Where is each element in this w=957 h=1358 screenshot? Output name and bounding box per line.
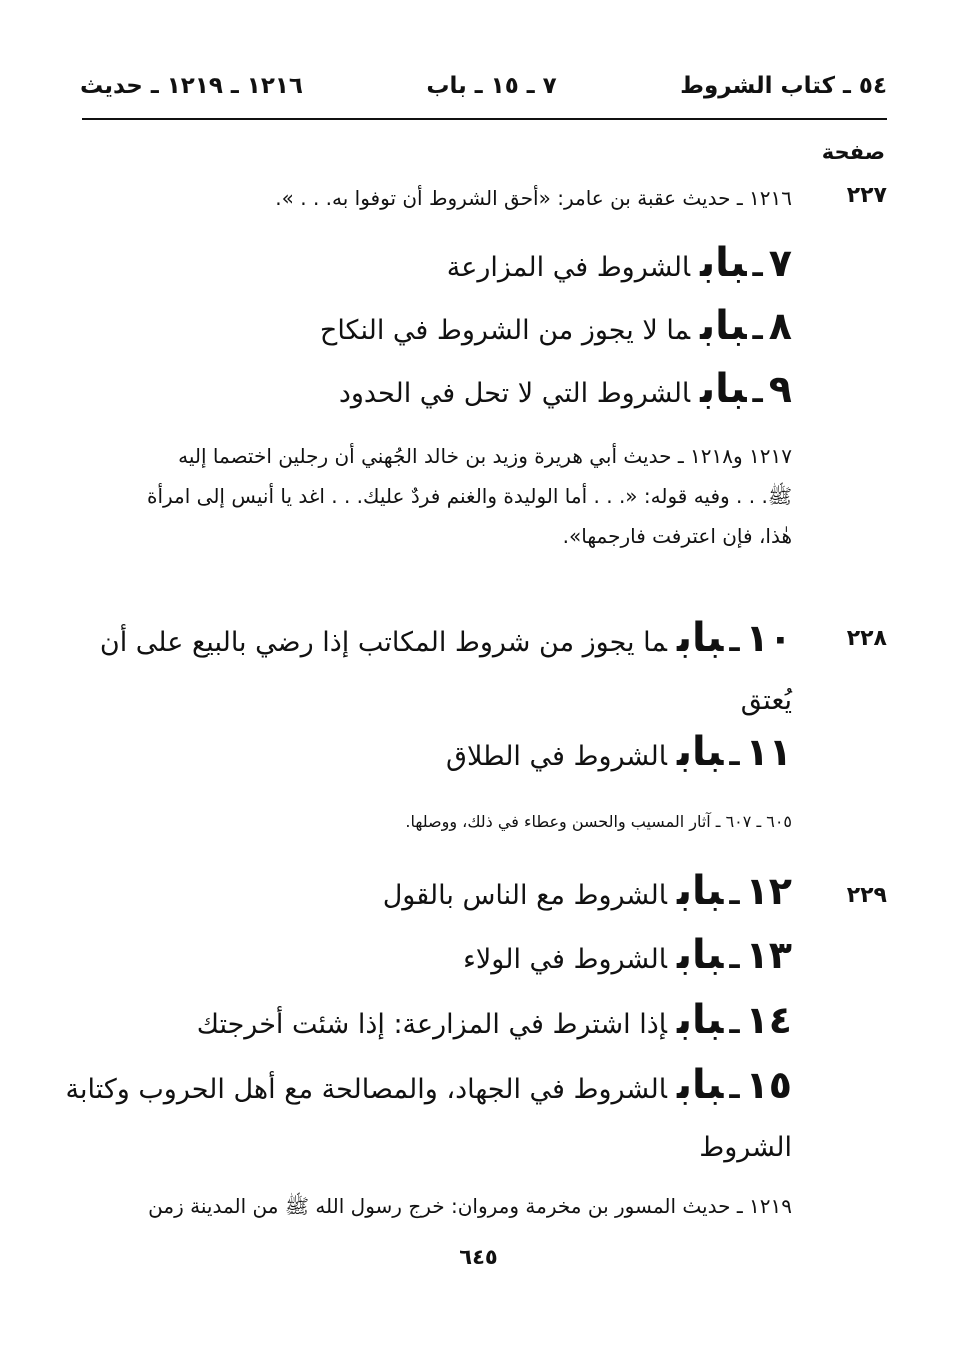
hadith-line-3: هٰذا، فإن اعترفت فارجمها». <box>562 524 792 548</box>
bab-line <box>65 1055 792 1120</box>
bab-title-continued: يُعتق <box>740 685 792 716</box>
hadith-1217-1218 <box>80 436 792 556</box>
hadith-line-2: ﷺ. . . وفيه قوله: «. . . أما الوليدة والغنم فردٌ عليك. . . اغد يا أنيس إلى امرأة <box>146 484 792 508</box>
bab-number: ٩ <box>768 367 792 411</box>
bab-dash: ـ <box>729 941 740 976</box>
bab-dash: ـ <box>729 738 740 773</box>
bab-title: ما لا يجوز من الشروط في النكاح <box>319 315 691 346</box>
bab-9 <box>339 359 792 424</box>
athar-605-607: ٦٠٥ ـ ٦٠٧ ـ آثار المسيب والحسن وعطاء في ذلك، ووصلها. <box>405 812 792 831</box>
bab-dash: ـ <box>752 312 763 347</box>
bab-12 <box>383 861 792 926</box>
bab-15 <box>65 1055 792 1176</box>
bab-word: باب <box>700 366 747 412</box>
hadith-1219: ١٢١٩ ـ حديث المسور بن مخرمة ومروان: خرج رسول الله ﷺ من المدينة زمن <box>148 1194 792 1218</box>
bab-dash: ـ <box>729 624 740 659</box>
header-ahadith: ١٢١٦ ـ ١٢١٩ ـ حديث <box>80 73 303 99</box>
folio-number: ٦٤٥ <box>459 1245 498 1269</box>
header-abwab: ٧ ـ ١٥ ـ باب <box>426 73 557 99</box>
page-column-label: صفحة <box>821 140 885 164</box>
page-ref-227: ٢٢٧ <box>846 183 887 208</box>
bab-number: ٧ <box>768 241 792 285</box>
bab-dash: ـ <box>729 1006 740 1041</box>
bab-word: باب <box>700 240 747 286</box>
bab-line <box>80 608 792 673</box>
bab-dash: ـ <box>729 877 740 912</box>
bab-word: باب <box>676 1062 724 1108</box>
bab-title: الشروط التي لا تحل في الحدود <box>338 378 691 409</box>
bab-title: الشروط في المزارعة <box>446 252 691 283</box>
bab-14 <box>197 990 792 1055</box>
running-head <box>80 66 887 106</box>
bab-title: الشروط في الجهاد، والمصالحة مع أهل الحروب وكتابة <box>65 1074 667 1105</box>
bab-word: باب <box>676 997 724 1043</box>
bab-number: ١١ <box>745 730 792 774</box>
bab-dash: ـ <box>729 1071 740 1106</box>
header-chapter: ٥٤ ـ كتاب الشروط <box>680 73 887 99</box>
bab-number: ١٠ <box>745 616 792 660</box>
bab-word: باب <box>676 932 724 978</box>
header-rule <box>82 118 887 120</box>
bab-11 <box>446 722 792 787</box>
page-ref-228: ٢٢٨ <box>846 626 887 651</box>
bab-13 <box>463 925 792 990</box>
bab-title: الشروط مع الناس بالقول <box>382 880 667 911</box>
bab-number: ١٤ <box>745 998 792 1042</box>
bab-title: الشروط في الولاء <box>463 944 667 975</box>
bab-7 <box>447 233 792 298</box>
bab-number: ١٢ <box>745 869 792 913</box>
bab-title-continued: الشروط <box>699 1132 792 1163</box>
bab-title: ما يجوز من شروط المكاتب إذا رضي بالبيع على أن <box>99 627 667 658</box>
bab-word: باب <box>676 729 724 775</box>
bab-word: باب <box>700 303 747 349</box>
bab-word: باب <box>676 868 724 914</box>
bab-title: الشروط في الطلاق <box>446 741 667 772</box>
page-ref-229: ٢٢٩ <box>846 883 887 908</box>
bab-dash: ـ <box>752 249 763 284</box>
bab-number: ٨ <box>768 304 792 348</box>
bab-word: باب <box>676 615 724 661</box>
bab-title: إذا اشترط في المزارعة: إذا شئت أخرجتك <box>196 1009 667 1040</box>
hadith-1216: ١٢١٦ ـ حديث عقبة بن عامر: «أحق الشروط أن توفوا به. . . ». <box>275 186 792 210</box>
bab-10 <box>80 608 792 729</box>
bab-number: ١٥ <box>745 1063 792 1107</box>
bab-8 <box>320 296 792 361</box>
bab-number: ١٣ <box>745 933 792 977</box>
bab-dash: ـ <box>752 375 763 410</box>
hadith-line-1: ١٢١٧ و١٢١٨ ـ حديث أبي هريرة وزيد بن خالد الجُهني أن رجلين اختصما إليه <box>178 444 792 468</box>
